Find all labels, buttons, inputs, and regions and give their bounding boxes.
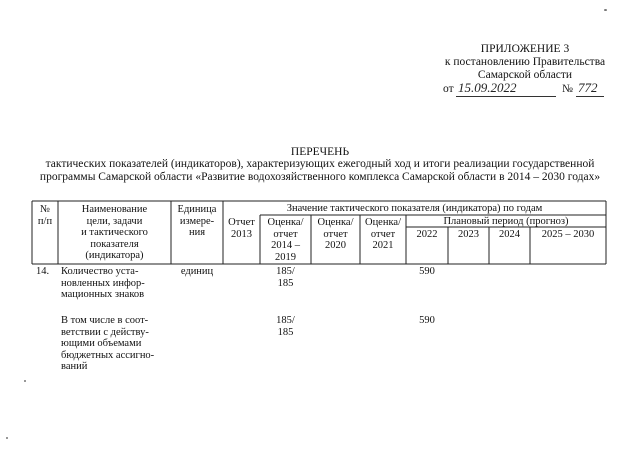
row1-value-2022: 590	[419, 266, 435, 277]
row2-value-2014-2019: 185/ 185	[276, 315, 295, 338]
header-plan-period: Плановый период (прогноз)	[443, 216, 569, 227]
header-report-2013: Отчет 2013	[228, 217, 255, 240]
row1-unit: единиц	[180, 266, 214, 277]
header-estimate-2014: Оценка/ отчет 2014 – 2019	[267, 217, 304, 263]
number-label: №	[562, 83, 573, 95]
document-subtitle-2: программы Самарской области «Развитие водохозяйственного комплекса Самарской области в 2014 – 2030 годах»	[39, 171, 601, 183]
handwritten-number: 772	[578, 80, 598, 95]
header-year-2025-2030: 2025 – 2030	[541, 229, 595, 240]
header-year-2024: 2024	[499, 229, 520, 240]
header-year-2022: 2022	[416, 229, 438, 240]
appendix-line-2: к постановлению Правительства	[444, 56, 606, 68]
row1-number: 14.	[36, 266, 50, 277]
row2-name: В том числе в соот- ветствии с действу- ющими объемами бюджетных ассигно- ваний	[61, 315, 155, 373]
header-values: Значение тактического показателя (индикатора) по годам	[286, 203, 543, 214]
header-estimate-2021: Оценка/ отчет 2021	[364, 217, 401, 252]
row1-value-2014-2019: 185/ 185	[276, 266, 295, 289]
document-title: ПЕРЕЧЕНЬ	[290, 146, 350, 158]
appendix-title: ПРИЛОЖЕНИЕ 3	[480, 43, 570, 55]
scan-speck	[24, 380, 26, 382]
header-no: № п/п	[37, 204, 53, 227]
row1-name: Количество уста- новленных инфор- мационных знаков	[61, 266, 145, 301]
header-unit: Единица измере- ния	[177, 204, 217, 239]
row2-value-2022: 590	[419, 315, 435, 326]
scan-speck	[6, 437, 8, 439]
header-year-2023: 2023	[458, 229, 479, 240]
scan-speck	[604, 9, 607, 11]
handwritten-date: 15.09.2022	[458, 80, 517, 95]
from-label: от	[443, 83, 454, 95]
header-name: Наименование цели, задачи и тактического показателя (индикатора)	[81, 204, 148, 262]
appendix-line-3: Самарской области	[477, 69, 573, 81]
document-subtitle-1: тактических показателей (индикаторов), характеризующих ежегодный ход и итоги реализации государственной	[45, 158, 595, 170]
header-estimate-2020: Оценка/ отчет 2020	[317, 217, 354, 252]
